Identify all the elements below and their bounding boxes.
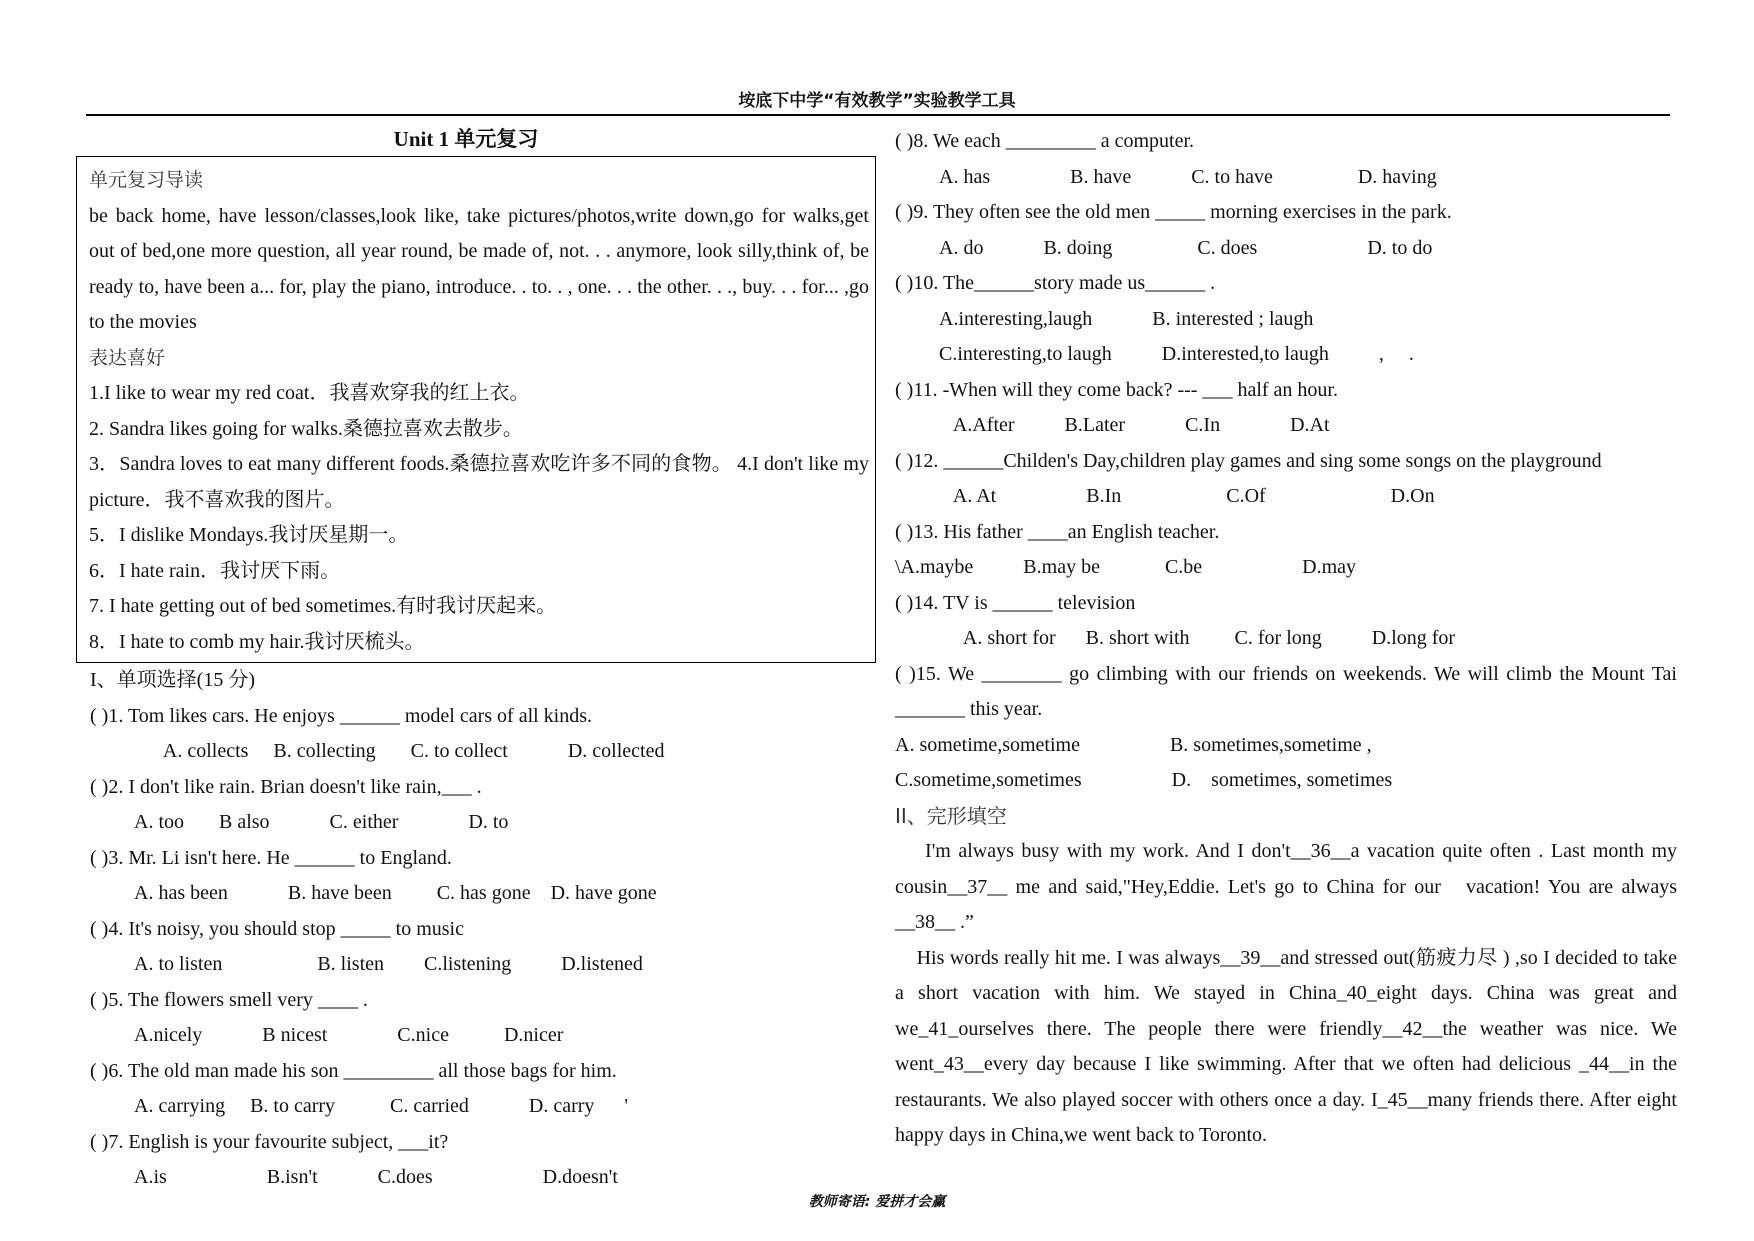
guide-line: 1.I like to wear my red coat．我喜欢穿我的红上衣。 bbox=[89, 382, 530, 404]
question-options: A. short for B. short with C. for long D.long for bbox=[939, 627, 1456, 649]
question-stem: ( )14. TV is ______ television bbox=[895, 591, 1136, 614]
question-options: C.interesting,to laugh D.interested,to laugh , . bbox=[939, 343, 1414, 365]
guide-line: 5．I dislike Mondays.我讨厌星期一。 bbox=[89, 524, 409, 546]
guide-line: 6．I hate rain．我讨厌下雨。 bbox=[89, 559, 341, 582]
question-options: A. sometime,sometime B. sometimes,sometime , bbox=[895, 733, 1372, 756]
question-stem: ( )13. His father ____an English teacher. bbox=[895, 520, 1220, 543]
question-options: A. has B. have C. to have D. having bbox=[939, 165, 1437, 188]
question-stem: ( )2. I don't like rain. Brian doesn't like rain,___ . bbox=[90, 775, 482, 798]
question-options: A. carrying B. to carry C. carried D. carry ' bbox=[134, 1095, 629, 1117]
guide-sub-heading: 表达喜好 bbox=[89, 346, 166, 369]
question-stem: ( )6. The old man made his son _________ all those bags for him. bbox=[90, 1059, 617, 1082]
question-options: A.nicely B nicest C.nice D.nicer bbox=[134, 1024, 564, 1046]
question-stem: ( )3. Mr. Li isn't here. He ______ to England. bbox=[90, 846, 452, 869]
right-column bbox=[895, 124, 1687, 1154]
review-guide-box bbox=[76, 156, 876, 663]
section2-title: II、完形填空 bbox=[895, 803, 1007, 828]
question-stem: ( )15. We ________ go climbing with our friends on weekends. We will climb the Mount Tai _______ this year. bbox=[895, 662, 1677, 720]
question-stem: ( )7. English is your favourite subject, ___it? bbox=[90, 1130, 449, 1153]
question-options: A. too B also C. either D. to bbox=[134, 811, 509, 833]
question-stem: ( )9. They often see the old men _____ morning exercises in the park. bbox=[895, 201, 1452, 223]
left-column bbox=[76, 124, 876, 1196]
page-header-title: 垵底下中学“有效教学”实验教学工具 bbox=[738, 91, 1016, 111]
question-stem: ( )1. Tom likes cars. He enjoys ______ model cars of all kinds. bbox=[90, 704, 593, 727]
guide-line: 8．I hate to comb my hair.我讨厌梳头。 bbox=[89, 630, 425, 653]
question-options: A. At B.In C.Of D.On bbox=[939, 485, 1435, 507]
question-options: A. do B. doing C. does D. to do bbox=[939, 236, 1433, 259]
question-options: A.is B.isn't C.does D.doesn't bbox=[134, 1166, 618, 1188]
question-stem: ( )12. ______Childen's Day,children play games and sing some songs on the playground bbox=[895, 449, 1602, 472]
unit-title: Unit 1 单元复习 bbox=[393, 127, 539, 151]
question-stem: ( )11. -When will they come back? --- ___ half an hour. bbox=[895, 378, 1338, 401]
guide-heading: 单元复习导读 bbox=[89, 169, 204, 191]
question-options: A. has been B. have been C. has gone D. have gone bbox=[134, 882, 657, 904]
section1-title: I、单项选择(15 分) bbox=[90, 669, 255, 691]
question-stem: ( )8. We each _________ a computer. bbox=[895, 130, 1195, 152]
question-options: A. to listen B. listen C.listening D.listened bbox=[134, 953, 643, 975]
footer-teacher-message: 教师寄语: 爱拼才会赢 bbox=[808, 1194, 946, 1210]
guide-phrases: be back home, have lesson/classes,look like, take pictures/photos,write down,go for walks,get out of bed,one more question, all year round, be made of, not. . . anymore, look silly,think of, be ready to, have been a... for, play the piano, introduce. . to. . , one. . . the other. . ., buy. . . for... ,go to the movies bbox=[89, 204, 869, 333]
question-options: C.sometime,sometimes D. sometimes, sometimes bbox=[895, 769, 1393, 791]
question-stem: ( )5. The flowers smell very ____ . bbox=[90, 988, 368, 1011]
question-options: A.interesting,laugh B. interested ; laugh bbox=[939, 307, 1314, 330]
question-stem: ( )10. The______story made us______ . bbox=[895, 272, 1216, 294]
cloze-paragraph: His words really hit me. I was always__39__and stressed out(筋疲力尽 ) ,so I decided to take a short vacation with him. We stayed in China_40_eight days. China was great and we_41_ourselves there. The people there were friendly__42__the weather was nice. We went_43__every day because I like swimming. After that we often had delicious _44__in the restaurants. We also played soccer with others once a day. I_45__many friends there. After eight happy days in China,we went back to Toronto. bbox=[895, 946, 1682, 1146]
question-options: A.After B.Later C.In D.At bbox=[939, 414, 1330, 436]
question-options: A. collects B. collecting C. to collect D. collected bbox=[134, 740, 665, 762]
question-options: \A.maybe B.may be C.be D.may bbox=[895, 556, 1357, 578]
guide-line: 3．Sandra loves to eat many different foods.桑德拉喜欢吃许多不同的食物。 4.I don't like my picture．我不喜欢我的图片。 bbox=[89, 453, 869, 511]
cloze-paragraph: I'm always busy with my work. And I don't__36__a vacation quite often . Last month my cousin__37__ me and said,"Hey,Eddie. Let's go to China for our vacation! You are always __38__ .” bbox=[895, 840, 1687, 933]
guide-line: 2. Sandra likes going for walks.桑德拉喜欢去散步。 bbox=[89, 417, 523, 440]
guide-line: 7. I hate getting out of bed sometimes.有时我讨厌起来。 bbox=[89, 595, 557, 617]
header-rule bbox=[86, 114, 1670, 116]
question-stem: ( )4. It's noisy, you should stop _____ to music bbox=[90, 917, 464, 940]
questions-left bbox=[76, 699, 876, 1196]
